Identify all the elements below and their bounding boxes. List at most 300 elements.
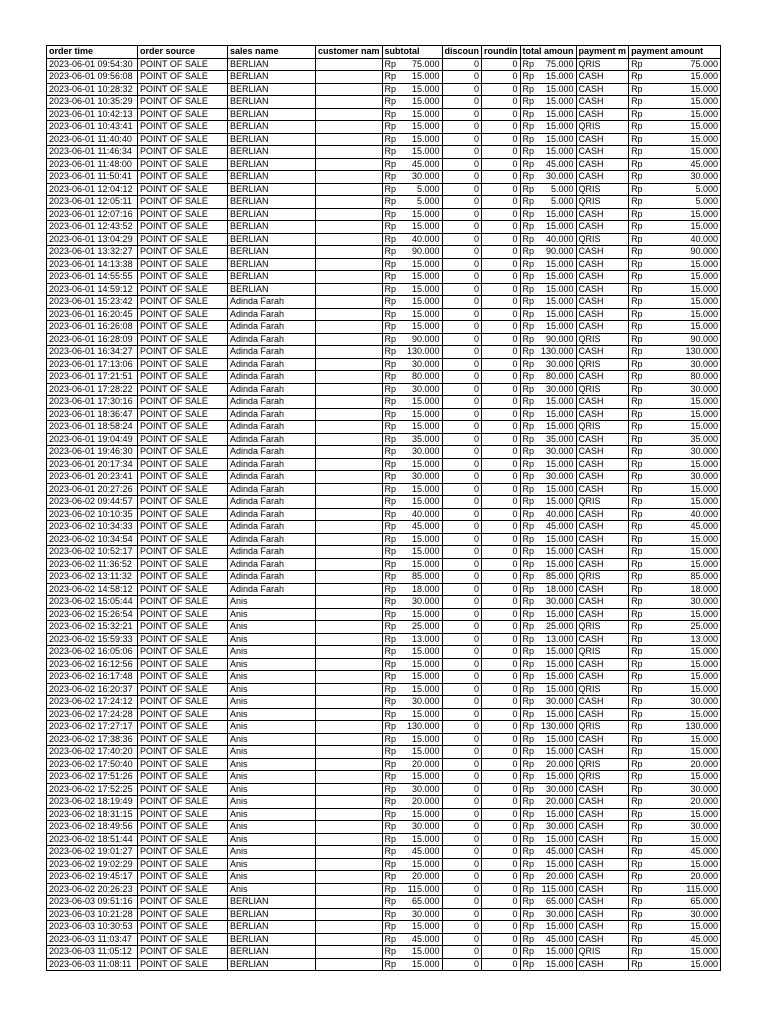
payment-method-cell[interactable]: CASH	[576, 283, 629, 296]
subtotal-cell[interactable]	[382, 96, 442, 109]
order-source-cell[interactable]: POINT OF SALE	[138, 96, 228, 109]
rounding-cell[interactable]: 0	[482, 421, 521, 434]
subtotal-cell[interactable]	[382, 221, 442, 234]
customer-name-cell[interactable]	[316, 371, 383, 384]
sales-name-cell[interactable]: Adinda Farah	[228, 533, 316, 546]
order-source-cell[interactable]: POINT OF SALE	[138, 471, 228, 484]
total-amount-cell[interactable]	[520, 921, 576, 934]
total-amount-cell[interactable]	[520, 683, 576, 696]
discount-cell[interactable]: 0	[442, 208, 482, 221]
discount-cell[interactable]: 0	[442, 108, 482, 121]
rounding-cell[interactable]: 0	[482, 246, 521, 259]
order-source-cell[interactable]: POINT OF SALE	[138, 221, 228, 234]
sales-name-cell[interactable]: BERLIAN	[228, 108, 316, 121]
order-time-cell[interactable]: 2023-06-03 10:30:53	[47, 921, 138, 934]
total-amount-cell[interactable]	[520, 358, 576, 371]
order-time-cell[interactable]: 2023-06-01 10:35:29	[47, 96, 138, 109]
sales-name-cell[interactable]: BERLIAN	[228, 71, 316, 84]
order-source-cell[interactable]: POINT OF SALE	[138, 646, 228, 659]
discount-cell[interactable]: 0	[442, 771, 482, 784]
order-source-cell[interactable]: POINT OF SALE	[138, 146, 228, 159]
discount-cell[interactable]: 0	[442, 458, 482, 471]
order-time-cell[interactable]: 2023-06-01 15:23:42	[47, 296, 138, 309]
sales-name-cell[interactable]: Anis	[228, 783, 316, 796]
total-amount-cell[interactable]	[520, 846, 576, 859]
total-amount-cell[interactable]	[520, 58, 576, 71]
subtotal-cell[interactable]	[382, 833, 442, 846]
discount-cell[interactable]: 0	[442, 358, 482, 371]
subtotal-cell[interactable]	[382, 958, 442, 971]
rounding-cell[interactable]: 0	[482, 746, 521, 759]
payment-amount-cell[interactable]	[629, 646, 721, 659]
payment-method-cell[interactable]: CASH	[576, 83, 629, 96]
customer-name-cell[interactable]	[316, 846, 383, 859]
customer-name-cell[interactable]	[316, 658, 383, 671]
sales-name-cell[interactable]: Anis	[228, 733, 316, 746]
customer-name-cell[interactable]	[316, 446, 383, 459]
sales-name-cell[interactable]: Anis	[228, 758, 316, 771]
order-source-cell[interactable]: POINT OF SALE	[138, 121, 228, 134]
subtotal-cell[interactable]	[382, 571, 442, 584]
sales-name-cell[interactable]: BERLIAN	[228, 83, 316, 96]
order-time-cell[interactable]: 2023-06-02 15:59:33	[47, 633, 138, 646]
subtotal-cell[interactable]	[382, 408, 442, 421]
sales-name-cell[interactable]: Anis	[228, 696, 316, 709]
discount-cell[interactable]: 0	[442, 233, 482, 246]
rounding-cell[interactable]: 0	[482, 846, 521, 859]
subtotal-cell[interactable]	[382, 621, 442, 634]
subtotal-cell[interactable]	[382, 596, 442, 609]
total-amount-cell[interactable]	[520, 583, 576, 596]
total-amount-cell[interactable]	[520, 883, 576, 896]
payment-amount-cell[interactable]	[629, 783, 721, 796]
discount-cell[interactable]: 0	[442, 221, 482, 234]
discount-cell[interactable]: 0	[442, 696, 482, 709]
subtotal-cell[interactable]	[382, 896, 442, 909]
rounding-cell[interactable]: 0	[482, 321, 521, 334]
subtotal-cell[interactable]	[382, 233, 442, 246]
customer-name-cell[interactable]	[316, 558, 383, 571]
discount-cell[interactable]: 0	[442, 796, 482, 809]
customer-name-cell[interactable]	[316, 871, 383, 884]
subtotal-cell[interactable]	[382, 383, 442, 396]
discount-cell[interactable]: 0	[442, 746, 482, 759]
order-source-cell[interactable]: POINT OF SALE	[138, 946, 228, 959]
rounding-cell[interactable]: 0	[482, 358, 521, 371]
customer-name-cell[interactable]	[316, 196, 383, 209]
payment-method-cell[interactable]: QRIS	[576, 621, 629, 634]
discount-cell[interactable]: 0	[442, 871, 482, 884]
order-source-cell[interactable]: POINT OF SALE	[138, 521, 228, 534]
sales-name-cell[interactable]: Anis	[228, 608, 316, 621]
discount-cell[interactable]: 0	[442, 758, 482, 771]
total-amount-cell[interactable]	[520, 346, 576, 359]
subtotal-cell[interactable]	[382, 871, 442, 884]
payment-amount-cell[interactable]	[629, 871, 721, 884]
payment-amount-cell[interactable]	[629, 633, 721, 646]
customer-name-cell[interactable]	[316, 733, 383, 746]
total-amount-cell[interactable]	[520, 633, 576, 646]
order-time-cell[interactable]: 2023-06-01 16:26:08	[47, 321, 138, 334]
payment-amount-cell[interactable]	[629, 146, 721, 159]
sales-name-cell[interactable]: Anis	[228, 621, 316, 634]
subtotal-cell[interactable]	[382, 733, 442, 746]
payment-method-cell[interactable]: CASH	[576, 71, 629, 84]
order-time-cell[interactable]: 2023-06-02 18:19:49	[47, 796, 138, 809]
discount-cell[interactable]: 0	[442, 396, 482, 409]
rounding-cell[interactable]: 0	[482, 271, 521, 284]
total-amount-cell[interactable]	[520, 471, 576, 484]
discount-cell[interactable]: 0	[442, 446, 482, 459]
payment-amount-cell[interactable]	[629, 621, 721, 634]
rounding-cell[interactable]: 0	[482, 283, 521, 296]
order-time-cell[interactable]: 2023-06-01 09:56:08	[47, 71, 138, 84]
order-time-cell[interactable]: 2023-06-02 15:26:54	[47, 608, 138, 621]
subtotal-cell[interactable]	[382, 696, 442, 709]
order-time-cell[interactable]: 2023-06-02 19:02:29	[47, 858, 138, 871]
order-time-cell[interactable]: 2023-06-01 14:59:12	[47, 283, 138, 296]
order-source-cell[interactable]: POINT OF SALE	[138, 808, 228, 821]
order-source-cell[interactable]: POINT OF SALE	[138, 133, 228, 146]
payment-amount-cell[interactable]	[629, 133, 721, 146]
subtotal-cell[interactable]	[382, 71, 442, 84]
customer-name-cell[interactable]	[316, 333, 383, 346]
subtotal-cell[interactable]	[382, 846, 442, 859]
total-amount-cell[interactable]	[520, 946, 576, 959]
order-source-cell[interactable]: POINT OF SALE	[138, 233, 228, 246]
payment-amount-cell[interactable]	[629, 71, 721, 84]
sales-name-cell[interactable]: BERLIAN	[228, 158, 316, 171]
payment-method-cell[interactable]: CASH	[576, 871, 629, 884]
order-time-cell[interactable]: 2023-06-01 17:30:16	[47, 396, 138, 409]
payment-method-cell[interactable]: CASH	[576, 458, 629, 471]
rounding-cell[interactable]: 0	[482, 683, 521, 696]
total-amount-cell[interactable]	[520, 733, 576, 746]
payment-amount-cell[interactable]	[629, 308, 721, 321]
customer-name-cell[interactable]	[316, 946, 383, 959]
total-amount-cell[interactable]	[520, 71, 576, 84]
discount-cell[interactable]: 0	[442, 471, 482, 484]
customer-name-cell[interactable]	[316, 646, 383, 659]
rounding-cell[interactable]: 0	[482, 133, 521, 146]
total-amount-cell[interactable]	[520, 783, 576, 796]
rounding-cell[interactable]: 0	[482, 771, 521, 784]
payment-method-cell[interactable]: CASH	[576, 371, 629, 384]
rounding-cell[interactable]: 0	[482, 871, 521, 884]
order-time-cell[interactable]: 2023-06-01 17:13:06	[47, 358, 138, 371]
sales-name-cell[interactable]: Anis	[228, 708, 316, 721]
order-time-cell[interactable]: 2023-06-02 19:45:17	[47, 871, 138, 884]
rounding-cell[interactable]: 0	[482, 608, 521, 621]
customer-name-cell[interactable]	[316, 408, 383, 421]
payment-amount-cell[interactable]	[629, 771, 721, 784]
header-customer-name[interactable]: customer nam	[316, 46, 383, 59]
order-time-cell[interactable]: 2023-06-01 20:17:34	[47, 458, 138, 471]
discount-cell[interactable]: 0	[442, 246, 482, 259]
total-amount-cell[interactable]	[520, 658, 576, 671]
total-amount-cell[interactable]	[520, 621, 576, 634]
order-source-cell[interactable]: POINT OF SALE	[138, 496, 228, 509]
rounding-cell[interactable]: 0	[482, 483, 521, 496]
order-source-cell[interactable]: POINT OF SALE	[138, 858, 228, 871]
rounding-cell[interactable]: 0	[482, 808, 521, 821]
subtotal-cell[interactable]	[382, 346, 442, 359]
payment-amount-cell[interactable]	[629, 333, 721, 346]
discount-cell[interactable]: 0	[442, 908, 482, 921]
payment-method-cell[interactable]: QRIS	[576, 721, 629, 734]
discount-cell[interactable]: 0	[442, 608, 482, 621]
discount-cell[interactable]: 0	[442, 596, 482, 609]
customer-name-cell[interactable]	[316, 621, 383, 634]
order-time-cell[interactable]: 2023-06-02 10:10:35	[47, 508, 138, 521]
subtotal-cell[interactable]	[382, 808, 442, 821]
rounding-cell[interactable]: 0	[482, 708, 521, 721]
order-time-cell[interactable]: 2023-06-02 10:52:17	[47, 546, 138, 559]
discount-cell[interactable]: 0	[442, 408, 482, 421]
rounding-cell[interactable]: 0	[482, 821, 521, 834]
payment-amount-cell[interactable]	[629, 808, 721, 821]
discount-cell[interactable]: 0	[442, 546, 482, 559]
subtotal-cell[interactable]	[382, 671, 442, 684]
payment-amount-cell[interactable]	[629, 896, 721, 909]
sales-name-cell[interactable]: Adinda Farah	[228, 358, 316, 371]
total-amount-cell[interactable]	[520, 421, 576, 434]
sales-name-cell[interactable]: BERLIAN	[228, 921, 316, 934]
subtotal-cell[interactable]	[382, 708, 442, 721]
sales-name-cell[interactable]: BERLIAN	[228, 933, 316, 946]
order-time-cell[interactable]: 2023-06-02 10:34:33	[47, 521, 138, 534]
payment-method-cell[interactable]: QRIS	[576, 196, 629, 209]
subtotal-cell[interactable]	[382, 546, 442, 559]
order-source-cell[interactable]: POINT OF SALE	[138, 396, 228, 409]
subtotal-cell[interactable]	[382, 646, 442, 659]
sales-name-cell[interactable]: Anis	[228, 596, 316, 609]
subtotal-cell[interactable]	[382, 421, 442, 434]
customer-name-cell[interactable]	[316, 383, 383, 396]
payment-method-cell[interactable]: CASH	[576, 346, 629, 359]
rounding-cell[interactable]: 0	[482, 633, 521, 646]
order-time-cell[interactable]: 2023-06-01 19:46:30	[47, 446, 138, 459]
rounding-cell[interactable]: 0	[482, 446, 521, 459]
order-time-cell[interactable]: 2023-06-01 12:05:11	[47, 196, 138, 209]
rounding-cell[interactable]: 0	[482, 221, 521, 234]
order-time-cell[interactable]: 2023-06-03 11:05:12	[47, 946, 138, 959]
subtotal-cell[interactable]	[382, 108, 442, 121]
discount-cell[interactable]: 0	[442, 96, 482, 109]
header-order-source[interactable]: order source	[138, 46, 228, 59]
order-time-cell[interactable]: 2023-06-02 11:36:52	[47, 558, 138, 571]
sales-name-cell[interactable]: Adinda Farah	[228, 421, 316, 434]
order-time-cell[interactable]: 2023-06-01 12:43:52	[47, 221, 138, 234]
sales-name-cell[interactable]: BERLIAN	[228, 133, 316, 146]
customer-name-cell[interactable]	[316, 708, 383, 721]
rounding-cell[interactable]: 0	[482, 621, 521, 634]
order-time-cell[interactable]: 2023-06-02 18:31:15	[47, 808, 138, 821]
payment-amount-cell[interactable]	[629, 533, 721, 546]
subtotal-cell[interactable]	[382, 633, 442, 646]
payment-amount-cell[interactable]	[629, 483, 721, 496]
order-time-cell[interactable]: 2023-06-01 17:28:22	[47, 383, 138, 396]
rounding-cell[interactable]: 0	[482, 383, 521, 396]
order-source-cell[interactable]: POINT OF SALE	[138, 621, 228, 634]
payment-method-cell[interactable]: CASH	[576, 733, 629, 746]
subtotal-cell[interactable]	[382, 296, 442, 309]
order-time-cell[interactable]: 2023-06-02 17:50:40	[47, 758, 138, 771]
payment-amount-cell[interactable]	[629, 858, 721, 871]
payment-amount-cell[interactable]	[629, 321, 721, 334]
payment-amount-cell[interactable]	[629, 346, 721, 359]
order-source-cell[interactable]: POINT OF SALE	[138, 883, 228, 896]
order-source-cell[interactable]: POINT OF SALE	[138, 58, 228, 71]
order-source-cell[interactable]: POINT OF SALE	[138, 821, 228, 834]
rounding-cell[interactable]: 0	[482, 533, 521, 546]
sales-name-cell[interactable]: Adinda Farah	[228, 333, 316, 346]
total-amount-cell[interactable]	[520, 196, 576, 209]
total-amount-cell[interactable]	[520, 246, 576, 259]
rounding-cell[interactable]: 0	[482, 583, 521, 596]
order-time-cell[interactable]: 2023-06-01 10:42:13	[47, 108, 138, 121]
order-source-cell[interactable]: POINT OF SALE	[138, 833, 228, 846]
order-source-cell[interactable]: POINT OF SALE	[138, 596, 228, 609]
total-amount-cell[interactable]	[520, 708, 576, 721]
customer-name-cell[interactable]	[316, 158, 383, 171]
subtotal-cell[interactable]	[382, 171, 442, 184]
order-time-cell[interactable]: 2023-06-01 11:40:40	[47, 133, 138, 146]
customer-name-cell[interactable]	[316, 146, 383, 159]
customer-name-cell[interactable]	[316, 883, 383, 896]
order-source-cell[interactable]: POINT OF SALE	[138, 708, 228, 721]
payment-method-cell[interactable]: CASH	[576, 846, 629, 859]
order-source-cell[interactable]: POINT OF SALE	[138, 458, 228, 471]
order-source-cell[interactable]: POINT OF SALE	[138, 683, 228, 696]
order-time-cell[interactable]: 2023-06-02 16:17:48	[47, 671, 138, 684]
payment-amount-cell[interactable]	[629, 471, 721, 484]
total-amount-cell[interactable]	[520, 721, 576, 734]
total-amount-cell[interactable]	[520, 308, 576, 321]
discount-cell[interactable]: 0	[442, 383, 482, 396]
subtotal-cell[interactable]	[382, 508, 442, 521]
payment-amount-cell[interactable]	[629, 108, 721, 121]
sales-name-cell[interactable]: Adinda Farah	[228, 496, 316, 509]
rounding-cell[interactable]: 0	[482, 208, 521, 221]
order-source-cell[interactable]: POINT OF SALE	[138, 158, 228, 171]
payment-amount-cell[interactable]	[629, 833, 721, 846]
discount-cell[interactable]: 0	[442, 733, 482, 746]
payment-method-cell[interactable]: CASH	[576, 408, 629, 421]
rounding-cell[interactable]: 0	[482, 233, 521, 246]
order-time-cell[interactable]: 2023-06-01 18:36:47	[47, 408, 138, 421]
payment-method-cell[interactable]: CASH	[576, 833, 629, 846]
payment-method-cell[interactable]: CASH	[576, 796, 629, 809]
customer-name-cell[interactable]	[316, 183, 383, 196]
rounding-cell[interactable]: 0	[482, 396, 521, 409]
subtotal-cell[interactable]	[382, 658, 442, 671]
subtotal-cell[interactable]	[382, 483, 442, 496]
subtotal-cell[interactable]	[382, 921, 442, 934]
rounding-cell[interactable]: 0	[482, 796, 521, 809]
total-amount-cell[interactable]	[520, 571, 576, 584]
total-amount-cell[interactable]	[520, 183, 576, 196]
customer-name-cell[interactable]	[316, 321, 383, 334]
total-amount-cell[interactable]	[520, 608, 576, 621]
sales-name-cell[interactable]: Anis	[228, 796, 316, 809]
payment-method-cell[interactable]: CASH	[576, 808, 629, 821]
subtotal-cell[interactable]	[382, 308, 442, 321]
total-amount-cell[interactable]	[520, 258, 576, 271]
discount-cell[interactable]: 0	[442, 783, 482, 796]
order-source-cell[interactable]: POINT OF SALE	[138, 358, 228, 371]
rounding-cell[interactable]: 0	[482, 946, 521, 959]
discount-cell[interactable]: 0	[442, 721, 482, 734]
payment-method-cell[interactable]: CASH	[576, 296, 629, 309]
header-subtotal[interactable]: subtotal	[382, 46, 442, 59]
sales-name-cell[interactable]: Adinda Farah	[228, 558, 316, 571]
payment-method-cell[interactable]: CASH	[576, 546, 629, 559]
customer-name-cell[interactable]	[316, 96, 383, 109]
customer-name-cell[interactable]	[316, 633, 383, 646]
payment-amount-cell[interactable]	[629, 558, 721, 571]
subtotal-cell[interactable]	[382, 321, 442, 334]
order-time-cell[interactable]: 2023-06-03 11:08:11	[47, 958, 138, 971]
order-time-cell[interactable]: 2023-06-02 09:44:57	[47, 496, 138, 509]
total-amount-cell[interactable]	[520, 333, 576, 346]
subtotal-cell[interactable]	[382, 796, 442, 809]
sales-name-cell[interactable]: BERLIAN	[228, 96, 316, 109]
subtotal-cell[interactable]	[382, 333, 442, 346]
sales-name-cell[interactable]: Anis	[228, 883, 316, 896]
rounding-cell[interactable]: 0	[482, 433, 521, 446]
discount-cell[interactable]: 0	[442, 421, 482, 434]
customer-name-cell[interactable]	[316, 933, 383, 946]
payment-amount-cell[interactable]	[629, 433, 721, 446]
order-time-cell[interactable]: 2023-06-01 18:58:24	[47, 421, 138, 434]
order-time-cell[interactable]: 2023-06-01 20:23:41	[47, 471, 138, 484]
payment-amount-cell[interactable]	[629, 883, 721, 896]
payment-method-cell[interactable]: CASH	[576, 883, 629, 896]
order-time-cell[interactable]: 2023-06-01 12:04:12	[47, 183, 138, 196]
payment-method-cell[interactable]: CASH	[576, 258, 629, 271]
discount-cell[interactable]: 0	[442, 283, 482, 296]
payment-amount-cell[interactable]	[629, 908, 721, 921]
total-amount-cell[interactable]	[520, 108, 576, 121]
payment-amount-cell[interactable]	[629, 396, 721, 409]
subtotal-cell[interactable]	[382, 58, 442, 71]
total-amount-cell[interactable]	[520, 696, 576, 709]
order-source-cell[interactable]: POINT OF SALE	[138, 371, 228, 384]
order-source-cell[interactable]: POINT OF SALE	[138, 721, 228, 734]
payment-method-cell[interactable]: CASH	[576, 108, 629, 121]
total-amount-cell[interactable]	[520, 958, 576, 971]
total-amount-cell[interactable]	[520, 133, 576, 146]
subtotal-cell[interactable]	[382, 283, 442, 296]
total-amount-cell[interactable]	[520, 546, 576, 559]
order-source-cell[interactable]: POINT OF SALE	[138, 571, 228, 584]
payment-amount-cell[interactable]	[629, 658, 721, 671]
customer-name-cell[interactable]	[316, 308, 383, 321]
discount-cell[interactable]: 0	[442, 196, 482, 209]
rounding-cell[interactable]: 0	[482, 508, 521, 521]
payment-method-cell[interactable]: CASH	[576, 533, 629, 546]
order-time-cell[interactable]: 2023-06-01 14:55:55	[47, 271, 138, 284]
payment-method-cell[interactable]: CASH	[576, 433, 629, 446]
payment-method-cell[interactable]: QRIS	[576, 383, 629, 396]
order-source-cell[interactable]: POINT OF SALE	[138, 658, 228, 671]
payment-method-cell[interactable]: CASH	[576, 271, 629, 284]
total-amount-cell[interactable]	[520, 321, 576, 334]
payment-amount-cell[interactable]	[629, 58, 721, 71]
order-time-cell[interactable]: 2023-06-01 14:13:38	[47, 258, 138, 271]
payment-method-cell[interactable]: CASH	[576, 508, 629, 521]
